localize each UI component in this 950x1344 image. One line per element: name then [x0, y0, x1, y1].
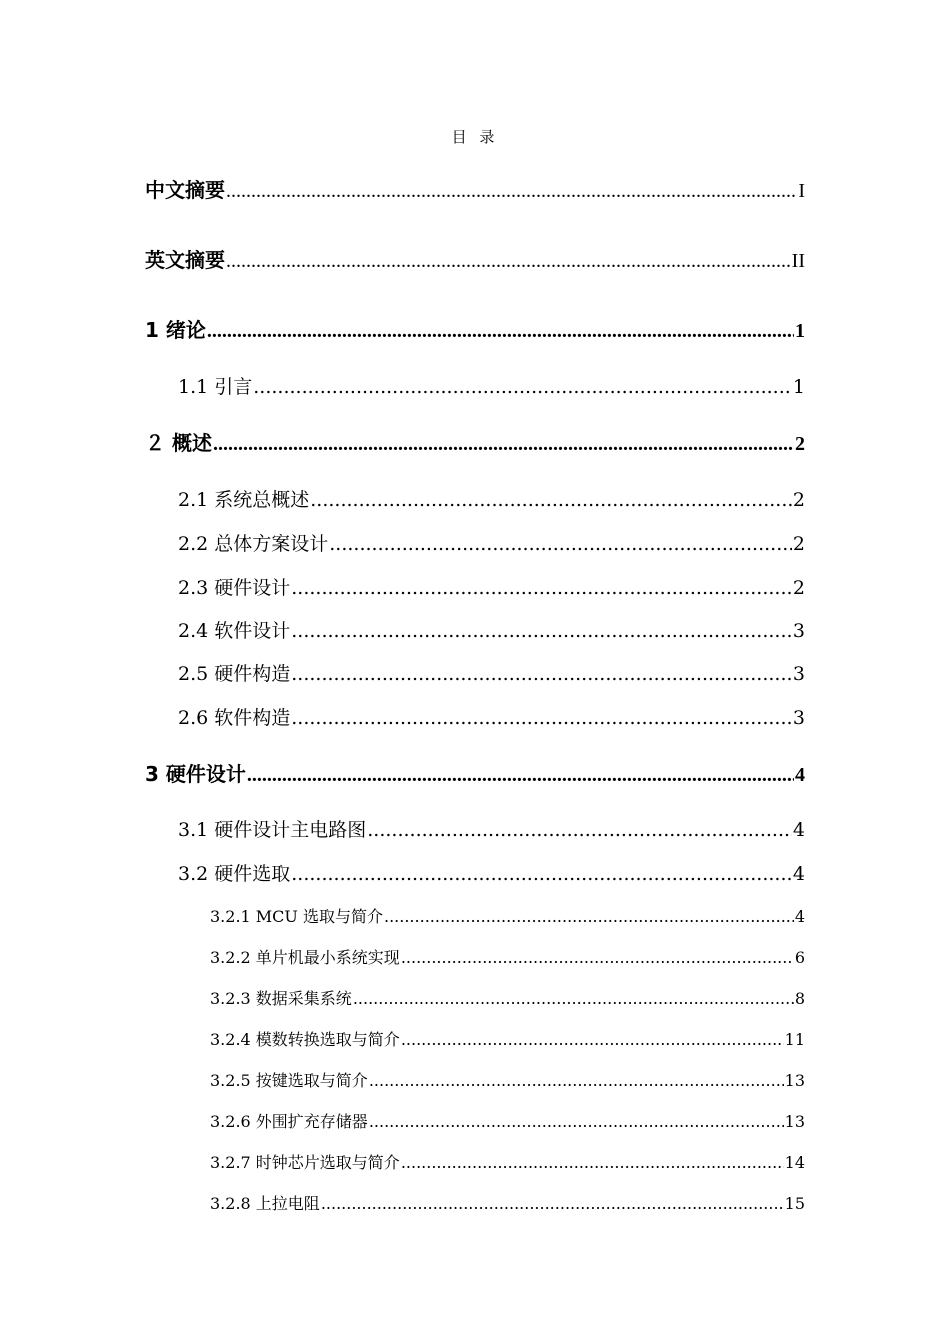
toc-entry-label: 3.1 硬件设计主电路图 — [178, 819, 367, 841]
toc-entry-subsection-3-2-2[interactable] — [210, 945, 805, 968]
toc-leader-dots — [401, 948, 794, 967]
toc-entry-label: 3.2.5 按键选取与简介 — [210, 1071, 368, 1090]
toc-leader-dots — [247, 764, 794, 787]
toc-leader-dots — [367, 819, 792, 841]
toc-leader-dots — [401, 1153, 784, 1172]
toc-page-number: 8 — [794, 989, 805, 1008]
toc-entry-label: 2.5 硬件构造 — [178, 663, 291, 685]
toc-page-number: 2 — [792, 577, 805, 599]
toc-entry-section-3-1[interactable] — [178, 815, 805, 842]
toc-entry-label: 英文摘要 — [145, 248, 225, 272]
toc-entry-label: 2.6 软件构造 — [178, 707, 291, 729]
toc-leader-dots — [321, 1194, 784, 1213]
toc-entry-label: 1 绪论 — [145, 318, 206, 342]
toc-entry-section-2-1[interactable] — [178, 485, 805, 512]
toc-leader-dots — [291, 577, 792, 599]
toc-entry-label: 2.1 系统总概述 — [178, 489, 310, 511]
toc-entry-subsection-3-2-8[interactable] — [210, 1191, 805, 1214]
toc-page-number: 6 — [794, 948, 805, 967]
toc-leader-dots — [207, 320, 794, 343]
toc-entry-label: 3.2 硬件选取 — [178, 863, 291, 885]
toc-entry-section-2-3[interactable] — [178, 573, 805, 600]
toc-entry-label: 2.4 软件设计 — [178, 620, 291, 642]
toc-entry-label: 1.1 引言 — [178, 376, 253, 398]
toc-entry-section-2-2[interactable] — [178, 529, 805, 556]
toc-page-number: 3 — [792, 620, 805, 642]
page-title: 目 录 — [451, 128, 499, 146]
toc-page-number: 4 — [795, 764, 805, 786]
toc-page-number: 15 — [784, 1194, 805, 1213]
toc-page-number: 3 — [792, 663, 805, 685]
toc-entry-subsection-3-2-1[interactable] — [210, 904, 805, 927]
toc-entry-label: 3.2.8 上拉电阻 — [210, 1194, 320, 1213]
toc-leader-dots — [291, 707, 792, 729]
toc-entry-abstract-cn[interactable] — [145, 174, 805, 203]
toc-entry-subsection-3-2-6[interactable] — [210, 1109, 805, 1132]
toc-page-number: 4 — [792, 819, 805, 841]
toc-entry-subsection-3-2-7[interactable] — [210, 1150, 805, 1173]
toc-entry-section-2-6[interactable] — [178, 703, 805, 730]
toc-page-number: II — [791, 250, 805, 272]
toc-entry-label: 3.2.2 单片机最小系统实现 — [210, 948, 400, 967]
toc-entry-section-1-1[interactable] — [178, 372, 805, 399]
toc-page-number: 14 — [784, 1153, 805, 1172]
toc-entry-chapter-3[interactable] — [145, 758, 805, 787]
toc-page-number: 2 — [795, 433, 805, 455]
toc-entry-label: 2.3 硬件设计 — [178, 577, 291, 599]
toc-page-number: 1 — [792, 376, 805, 398]
toc-page-number: I — [798, 180, 805, 202]
toc-leader-dots — [353, 989, 794, 1008]
toc-entry-subsection-3-2-3[interactable] — [210, 986, 805, 1009]
toc-page-number: 3 — [792, 707, 805, 729]
toc-leader-dots — [369, 1071, 784, 1090]
toc-leader-dots — [369, 1112, 784, 1131]
toc-entry-section-2-5[interactable] — [178, 659, 805, 686]
toc-leader-dots — [310, 489, 792, 511]
toc-entry-label: 2.2 总体方案设计 — [178, 533, 329, 555]
toc-leader-dots — [226, 180, 797, 203]
toc-entry-chapter-2[interactable] — [145, 427, 805, 456]
toc-page-number: 2 — [792, 489, 805, 511]
toc-leader-dots — [291, 863, 792, 885]
toc-page-number: 2 — [792, 533, 805, 555]
toc-entry-subsection-3-2-4[interactable] — [210, 1027, 805, 1050]
toc-leader-dots — [226, 250, 791, 273]
toc-entry-label: 3.2.4 模数转换选取与简介 — [210, 1030, 400, 1049]
toc-entry-section-2-4[interactable] — [178, 616, 805, 643]
toc-leader-dots — [291, 663, 792, 685]
toc-leader-dots — [384, 907, 794, 926]
toc-entry-abstract-en[interactable] — [145, 244, 805, 273]
toc-leader-dots — [253, 376, 792, 398]
toc-entry-subsection-3-2-5[interactable] — [210, 1068, 805, 1091]
toc-entry-chapter-1[interactable] — [145, 314, 805, 343]
toc-entry-label: 3.2.7 时钟芯片选取与简介 — [210, 1153, 400, 1172]
toc-leader-dots — [291, 620, 792, 642]
toc-page-number: 4 — [794, 907, 805, 926]
toc-entry-label: 3.2.6 外围扩充存储器 — [210, 1112, 368, 1131]
toc-entry-label: ２ 概述 — [145, 431, 212, 455]
toc-entry-label: 3.2.1 MCU 选取与简介 — [210, 907, 383, 926]
toc-leader-dots — [329, 533, 792, 555]
toc-entry-label: 3.2.3 数据采集系统 — [210, 989, 352, 1008]
toc-page-number: 11 — [784, 1030, 805, 1049]
toc-page-number: 13 — [784, 1071, 805, 1090]
toc-entry-label: 3 硬件设计 — [145, 762, 246, 786]
toc-page-number: 13 — [784, 1112, 805, 1131]
toc-leader-dots — [401, 1030, 784, 1049]
toc-entry-label: 中文摘要 — [145, 178, 225, 202]
toc-entry-section-3-2[interactable] — [178, 859, 805, 886]
toc-page-number: 1 — [795, 320, 805, 342]
toc-leader-dots — [213, 433, 794, 456]
toc-page-number: 4 — [792, 863, 805, 885]
